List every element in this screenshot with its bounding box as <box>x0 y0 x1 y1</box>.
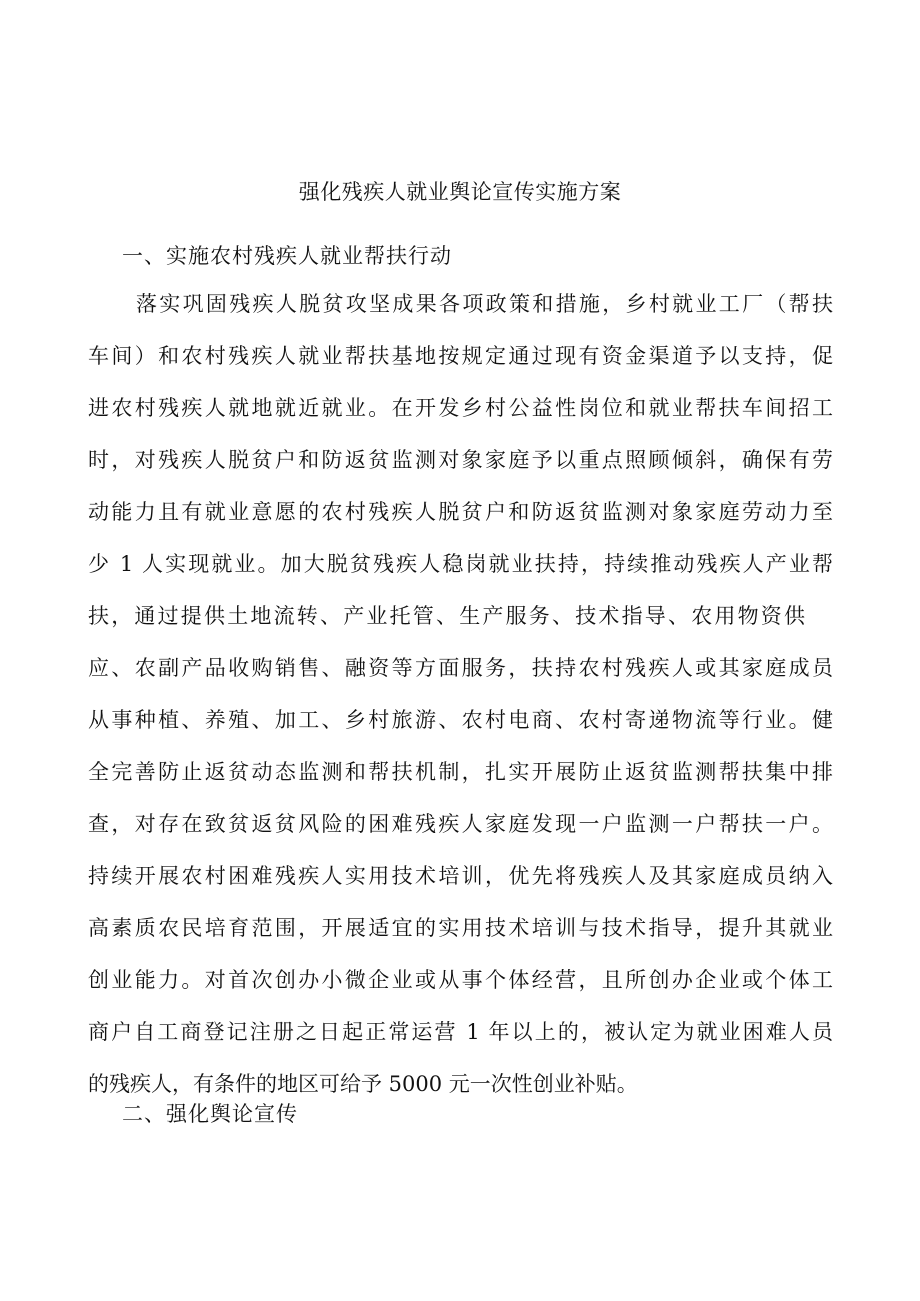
paragraph-line: 时，对残疾人脱贫户和防返贫监测对象家庭予以重点照顾倾斜，确保有劳 <box>88 448 833 472</box>
paragraph-line: 少 1 人实现就业。加大脱贫残疾人稳岗就业扶持，持续推动残疾人产业帮 <box>88 552 833 576</box>
paragraph-line: 应、农副产品收购销售、融资等方面服务，扶持农村残疾人或其家庭成员 <box>88 656 833 680</box>
paragraph-line: 车间）和农村残疾人就业帮扶基地按规定通过现有资金渠道予以支持，促 <box>88 344 833 368</box>
paragraph-line: 动能力且有就业意愿的农村残疾人脱贫户和防返贫监测对象家庭劳动力至 <box>88 500 833 524</box>
paragraph-line: 进农村残疾人就地就近就业。在开发乡村公益性岗位和就业帮扶车间招工 <box>88 396 833 420</box>
paragraph-line: 持续开展农村困难残疾人实用技术培训，优先将残疾人及其家庭成员纳入 <box>88 864 833 888</box>
paragraph-line: 落实巩固残疾人脱贫攻坚成果各项政策和措施，乡村就业工厂（帮扶 <box>136 292 833 316</box>
section-heading-2: 二、强化舆论宣传 <box>122 1102 298 1126</box>
paragraph-line: 从事种植、养殖、加工、乡村旅游、农村电商、农村寄递物流等行业。健 <box>88 708 833 732</box>
paragraph-line: 扶，通过提供土地流转、产业托管、生产服务、技术指导、农用物资供 <box>88 604 808 628</box>
paragraph-line: 高素质农民培育范围，开展适宜的实用技术培训与技术指导，提升其就业 <box>88 916 833 940</box>
document-title: 强化残疾人就业舆论宣传实施方案 <box>298 180 622 204</box>
section-heading-1: 一、实施农村残疾人就业帮扶行动 <box>122 244 452 268</box>
paragraph-line: 创业能力。对首次创办小微企业或从事个体经营，且所创办企业或个体工 <box>88 968 833 992</box>
paragraph-line: 商户自工商登记注册之日起正常运营 1 年以上的，被认定为就业困难人员 <box>88 1020 833 1044</box>
paragraph-line: 查，对存在致贫返贫风险的困难残疾人家庭发现一户监测一户帮扶一户。 <box>88 812 833 836</box>
paragraph-line: 全完善防止返贫动态监测和帮扶机制，扎实开展防止返贫监测帮扶集中排 <box>88 760 833 784</box>
paragraph-line: 的残疾人，有条件的地区可给予 5000 元一次性创业补贴。 <box>88 1072 638 1096</box>
